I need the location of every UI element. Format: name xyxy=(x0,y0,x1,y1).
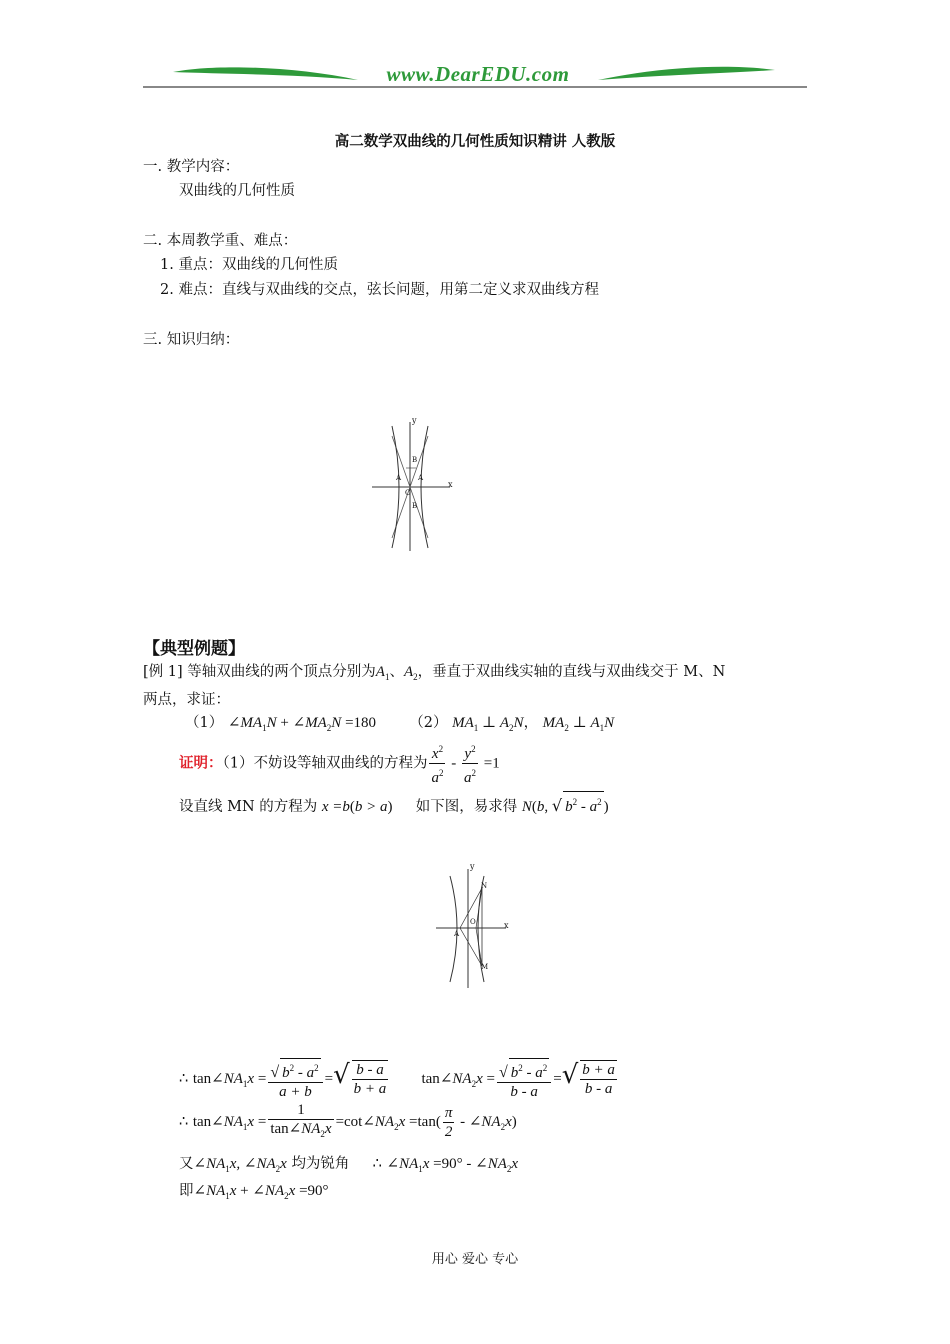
fig1-a2-label: A xyxy=(418,474,424,482)
fig1-y-label: y xyxy=(412,416,417,425)
section1-content: 双曲线的几何性质 xyxy=(179,183,295,199)
mn-figure xyxy=(434,862,514,990)
fig2-n-label: N xyxy=(481,882,488,890)
fig2-y-label: y xyxy=(470,862,475,871)
fig1-x-label: x xyxy=(448,480,453,489)
example1-line1: [例 1] 等轴双曲线的两个顶点分别为$A_1$、$A_2$，垂直于双曲线实轴的直线与双曲线交于 M、N xyxy=(143,664,726,682)
page-footer: 用心 爱心 专心 xyxy=(431,1252,519,1267)
derivation-line-4: 即$\angle NA_1x$ + $\angle NA_2x =90^\circ$ xyxy=(179,1183,329,1201)
fig2-x-label: x xyxy=(504,921,509,930)
example1-prefix: [例 1] 等轴双曲线的两个顶点分别为 xyxy=(143,664,376,680)
derivation-line-3: 又$\angle NA_1x$, $\angle NA_2x$ 均为锐角 ∴ $\angle NA_1x =90^\circ$ - $\angle NA_2x$ xyxy=(179,1156,519,1174)
section2-item-1: 1. 重点：双曲线的几何性质 xyxy=(160,257,338,273)
header-banner xyxy=(143,60,807,90)
fig2-o-label: O xyxy=(470,918,476,926)
derivation-line-1: ∴ $\tan\angle NA_1x$ = $\frac{√ b^2 - a^2}{a + b}$ =√ $\frac{b - a}{b + a}$ $\tan\angle NA_2x$ = $\frac{√ b^2 - a^2}{b - a}$ =√ $\frac{b + a}{b - a}$ xyxy=(179,1054,619,1105)
fig2-m-label: M xyxy=(481,963,489,971)
mn-diagram xyxy=(434,866,514,990)
fig1-o-label: O xyxy=(405,489,411,497)
example1-parts: （1） $\angle MA_1N$ + $\angle MA_2N =180$ （2） $MA_1$ ⊥ $A_2N$， $MA_2$ ⊥ $A_1N$ xyxy=(185,715,615,733)
fig1-b2-label: B xyxy=(412,456,418,464)
section1-heading: 一. 教学内容： xyxy=(143,159,240,175)
line-mn: 设直线 MN 的方程为 x =b(b > a) 如下图，易求得 N(b, √ $b^2 - a^2$ ) xyxy=(179,791,609,817)
page-title: 高二数学双曲线的几何性质知识精讲 人教版 xyxy=(334,133,616,150)
site-logo-text: www.DearEDU.com xyxy=(386,62,570,86)
example1-line2: 两点，求证： xyxy=(143,692,230,708)
proof-label: 证明： xyxy=(179,754,223,772)
section2-item-2: 2. 难点：直线与双曲线的交点，弦长问题，用第二定义求双曲线方程 xyxy=(160,282,599,298)
example1-suffix: ，垂直于双曲线实轴的直线与双曲线交于 M、N xyxy=(417,664,726,680)
section3-heading: 三. 知识归纳： xyxy=(143,332,240,348)
proof-line: 证明：（1）不妨设等轴双曲线的方程为 $\frac{x^2}{a^2}$ - $\frac{y^2}{a^2}$ =1 xyxy=(179,740,500,787)
hyperbola-figure xyxy=(370,418,460,554)
derivation-line-2: ∴ $\tan\angle NA_1x$ = $\frac{1}{\tan\angle NA_2x}$ $=\cot\angle NA_2x =\tan$( $\frac{\pi}{2}$ - $\angle NA_2x$) xyxy=(179,1102,517,1140)
fig1-a1-label: A xyxy=(396,474,402,482)
fig2-a-label: A xyxy=(454,930,460,938)
section2-heading: 二. 本周教学重、难点： xyxy=(143,233,298,249)
hyperbola-diagram xyxy=(370,418,460,554)
fig1-b1-label: B xyxy=(412,502,418,510)
examples-heading: 【典型例题】 xyxy=(143,639,245,659)
